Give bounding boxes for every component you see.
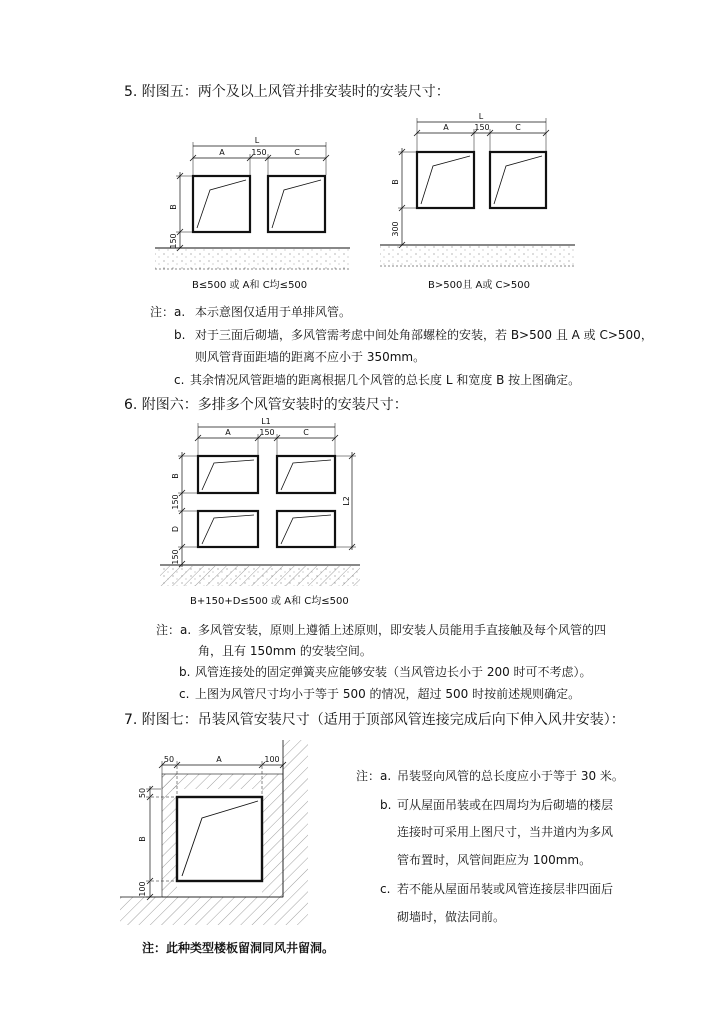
section5-note-c: 其余情况风管距墙的距离根据几个风管的总长度 L 和宽度 B 按上图确定。: [190, 373, 581, 387]
fig7-dim-bottom: 100: [138, 881, 147, 897]
fig5-right-dim-A: A: [443, 123, 449, 132]
fig7-dim-B: B: [138, 836, 147, 842]
section6-heading: 6. 附图六：多排多个风管安装时的安装尺寸：: [124, 397, 408, 413]
fig7-dim-left: 50: [163, 755, 175, 764]
section7-note-c-label: c.: [380, 882, 391, 896]
section6-note-c: 上图为风管尺寸均小于等于 500 的情况，超过 500 时按前述规则确定。: [195, 687, 581, 701]
section7-note-c2: 砌墙时，做法同前。: [397, 910, 506, 924]
fig7: [120, 740, 308, 925]
section5-note-c-label: c.: [174, 373, 185, 387]
fig5-right-dim-L: L: [478, 112, 484, 121]
fig5-right-caption: B>500且 A或 C>500: [428, 280, 530, 291]
fig5-right-dim-bottom: 300: [391, 221, 400, 237]
fig5-left-dim-L: L: [254, 136, 260, 145]
section7-heading: 7. 附图七：吊装风管安装尺寸（适用于顶部风管连接完成后向下伸入风井安装）：: [124, 712, 625, 728]
section6-note-b-label: b.: [179, 665, 191, 679]
section5-note-a: 本示意图仅适用于单排风管。: [195, 305, 352, 319]
section6-note-prefix: 注：a.: [156, 623, 192, 637]
section5-heading: 5. 附图五：两个及以上风管并排安装时的安装尺寸：: [124, 84, 450, 100]
section7-footer-note: 注：此种类型楼板留洞同风井留洞。: [142, 941, 335, 955]
fig7-dim-A: A: [216, 755, 222, 764]
fig5-left-dim-A: A: [219, 148, 225, 157]
section7-note-a: 吊装竖向风管的总长度应小于等于 30 米。: [397, 769, 624, 783]
fig7-dim-right: 100: [264, 755, 280, 764]
fig5-left-dim-B: B: [169, 204, 178, 210]
section7-note-prefix: 注：a.: [356, 769, 392, 783]
fig6-dim-A: A: [225, 428, 231, 437]
fig5-left-dim-gap: 150: [251, 148, 267, 157]
section5-note-b-label: b.: [174, 328, 186, 342]
section7-note-b1: 可从屋面吊装或在四周均为后砌墙的楼层: [397, 798, 614, 812]
fig5-left-dim-C: C: [294, 148, 300, 157]
fig5-left-dim-bottom: 150: [169, 233, 178, 249]
fig6-dim-mid: 150: [171, 494, 180, 510]
fig5-left: [155, 142, 350, 269]
section7-note-c1: 若不能从屋面吊装或风管连接层非四面后: [397, 882, 614, 896]
section5-note-b2: 则风管背面距墙的距离不应小于 350mm。: [195, 350, 426, 364]
section5-note-b1: 对于三面后砌墙，多风管需考虑中间处角部螺栓的安装，若 B>500 且 A 或 C>500，: [195, 328, 653, 342]
fig6-dim-B: B: [171, 473, 180, 479]
fig5-left-caption: B≤500 或 A和 C均≤500: [192, 280, 308, 291]
fig6-dim-L2: L2: [342, 496, 351, 506]
fig6-dim-L1: L1: [261, 417, 271, 426]
fig5-right-dim-gap: 150: [474, 123, 490, 132]
fig7-dim-top: 50: [138, 787, 147, 799]
fig6-dim-gap: 150: [259, 428, 275, 437]
section7-note-b2: 连接时可采用上图尺寸，当井道内为多风: [397, 825, 614, 839]
section6-note-a2: 角，且有 150mm 的安装空间。: [198, 644, 372, 658]
fig5-right-dim-C: C: [515, 123, 521, 132]
fig6: [160, 423, 360, 586]
section7-note-b-label: b.: [380, 798, 392, 812]
fig6-dim-D: D: [171, 525, 180, 533]
section6-note-a1: 多风管安装，原则上遵循上述原则，即安装人员能用手直接触及每个风管的四: [198, 623, 607, 637]
section5-note-prefix: 注：a.: [150, 305, 186, 319]
fig6-dim-C: C: [303, 428, 309, 437]
section6-note-b: 风管连接处的固定弹簧夹应能够安装（当风管边长小于 200 时可不考虑）。: [195, 665, 592, 679]
fig5-right-dim-B: B: [391, 179, 400, 185]
fig5-right: [380, 118, 575, 266]
fig6-dim-bottom: 150: [171, 549, 180, 565]
fig6-caption: B+150+D≤500 或 A和 C均≤500: [190, 596, 349, 607]
section7-note-b3: 管布置时，风管间距应为 100mm。: [397, 853, 592, 867]
section6-note-c-label: c.: [179, 687, 190, 701]
